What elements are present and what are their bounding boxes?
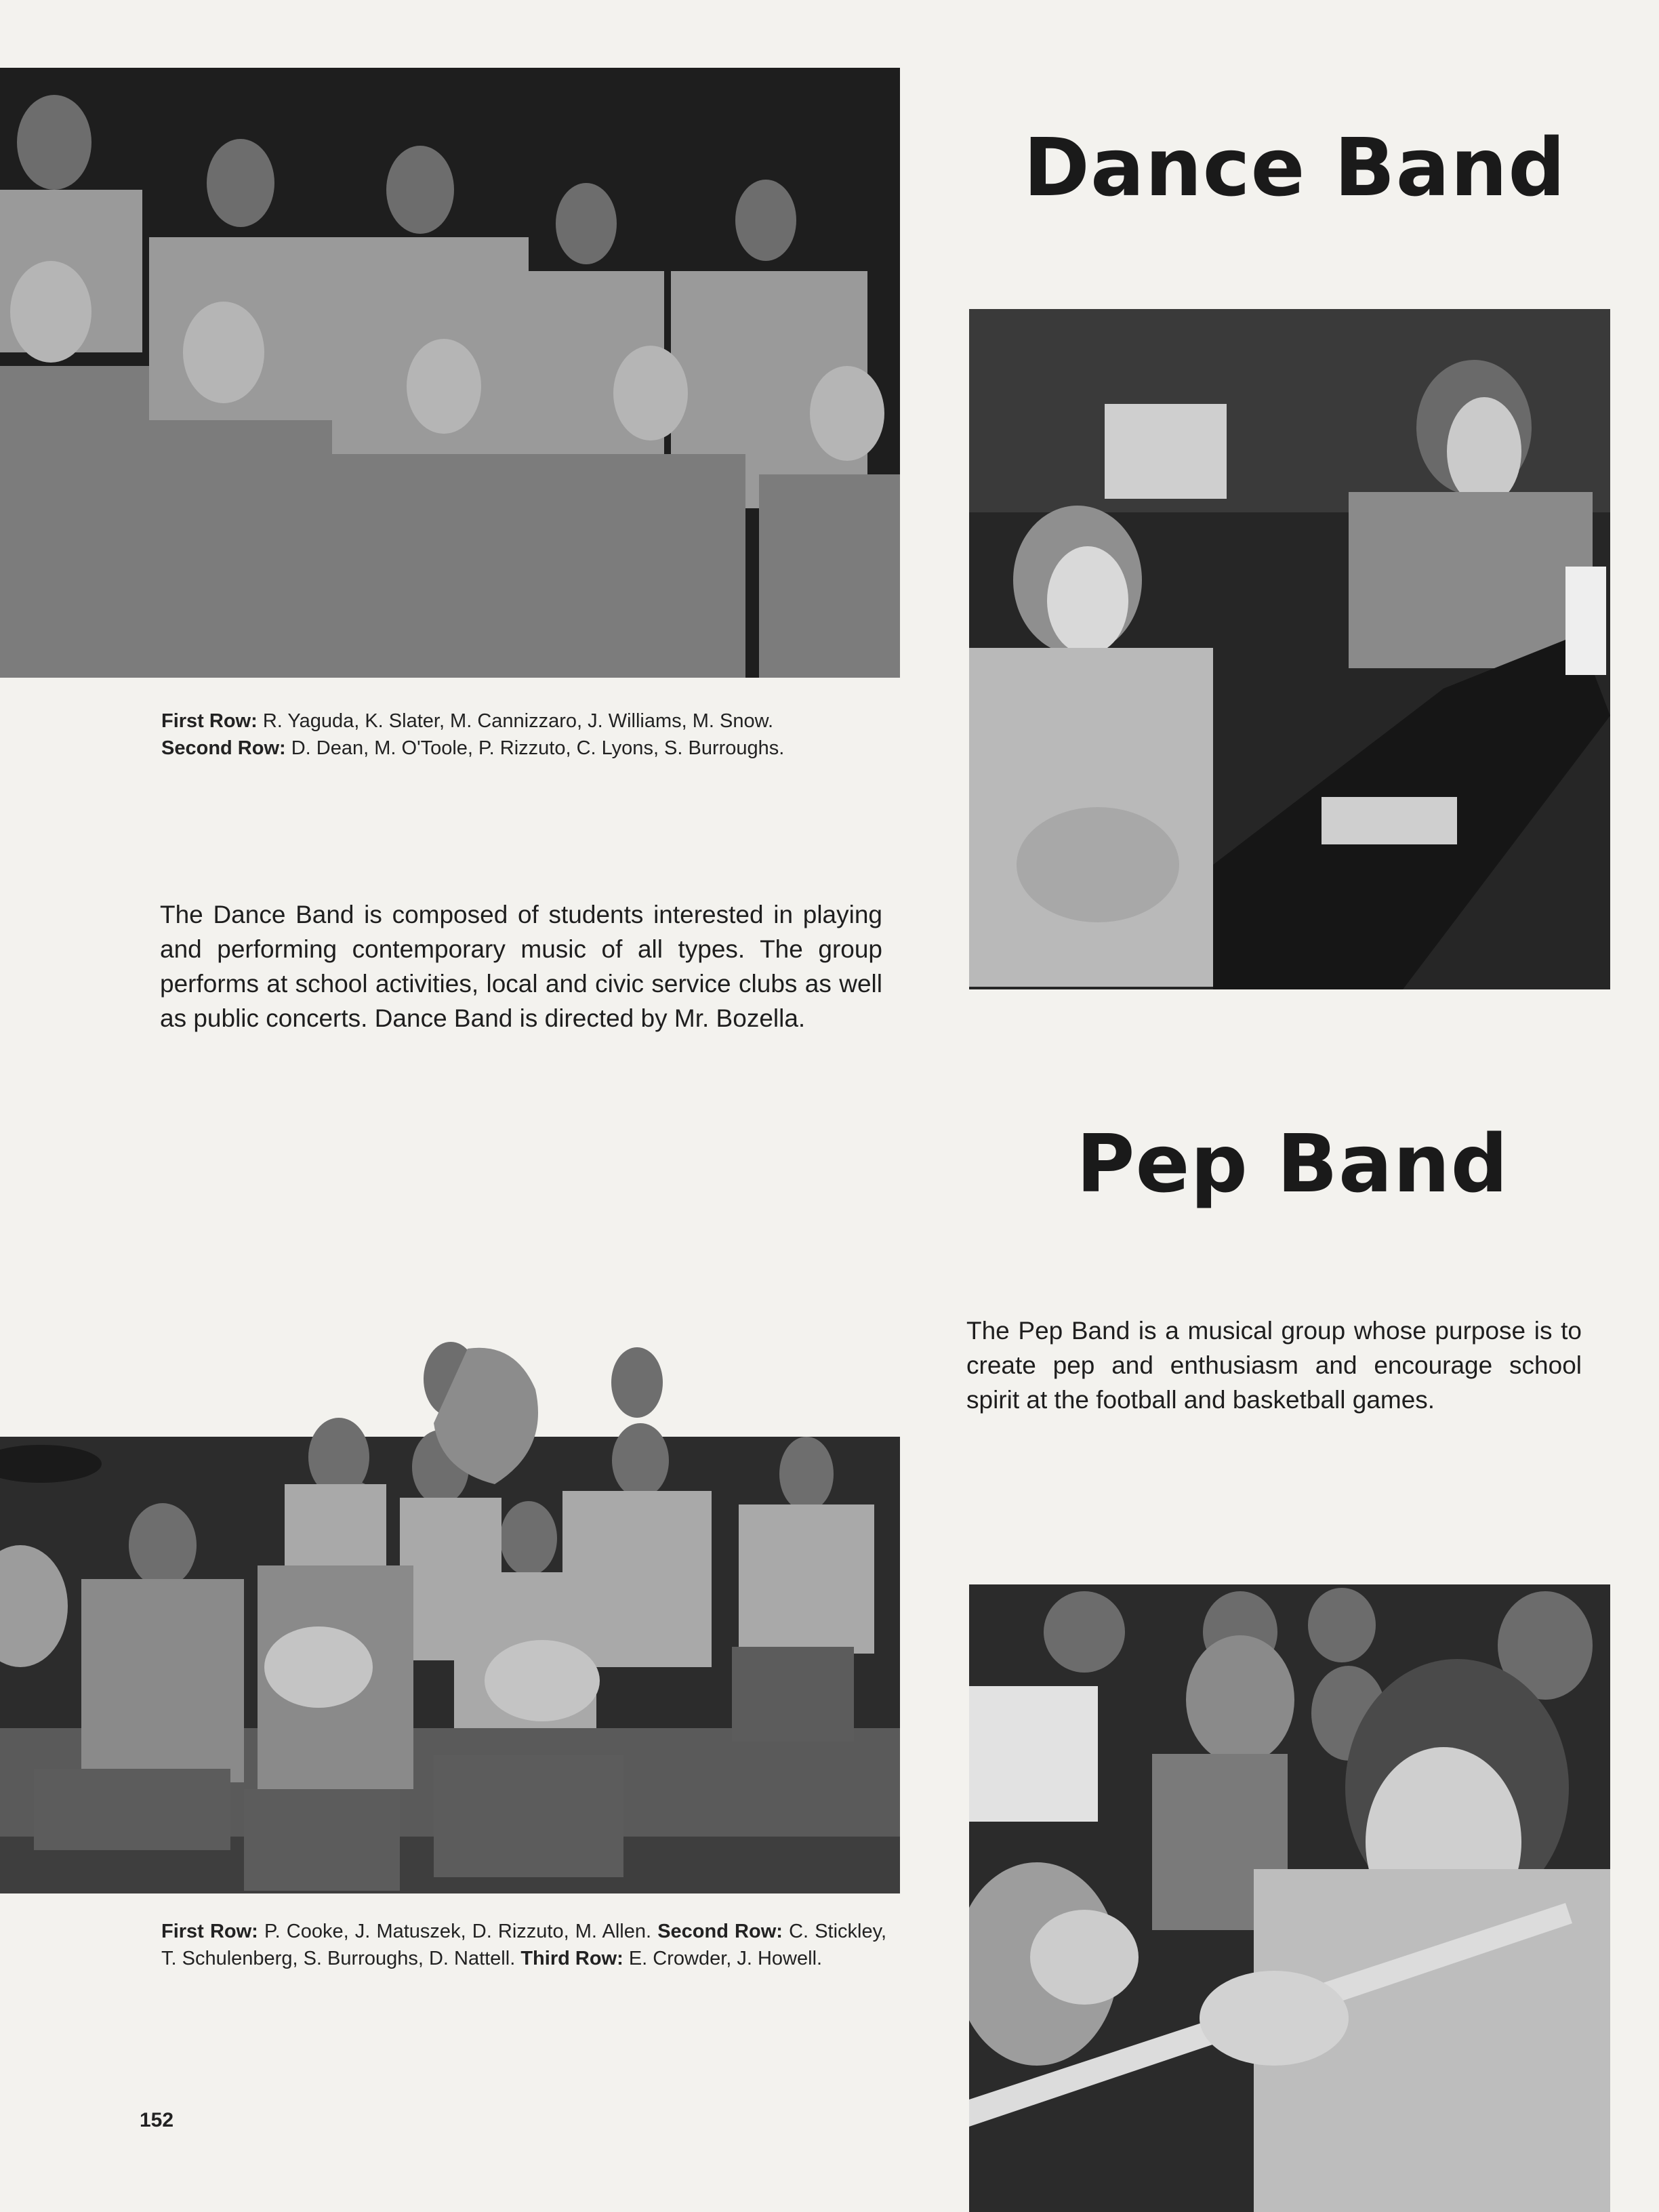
dance-band-group-photo bbox=[0, 68, 900, 678]
caption-first-row-names: P. Cooke, J. Matuszek, D. Rizzuto, M. Allen. bbox=[264, 1921, 652, 1942]
pep-band-action-figures bbox=[969, 1584, 1610, 2212]
caption-second-row-label: Second Row: bbox=[161, 737, 286, 759]
dance-band-action-photo bbox=[969, 309, 1610, 989]
page-number: 152 bbox=[140, 2109, 174, 2131]
dance-band-heading: Dance Band bbox=[1023, 121, 1566, 214]
dance-band-description: The Dance Band is composed of students interested in playing and performing contemporary music of all types. The group performs at school activities, local and civic service clubs as well as public concerts. Dance Band is directed by Mr. Bozella. bbox=[160, 901, 882, 1032]
pep-band-heading: Pep Band bbox=[1076, 1117, 1509, 1210]
caption-first-row-label: First Row: bbox=[161, 1921, 258, 1942]
pep-band-photo-caption bbox=[161, 1918, 886, 1972]
caption-second-row-names: C. Stickley, T. Schulenberg, S. Burroughs, D. Nattell. bbox=[161, 1921, 887, 1969]
pep-band-group-photo bbox=[0, 1322, 900, 1893]
caption-second-row-names: D. Dean, M. O'Toole, P. Rizzuto, C. Lyons, S. Burroughs. bbox=[291, 737, 785, 759]
pep-band-action-photo bbox=[969, 1584, 1610, 2212]
caption-third-row-names: E. Crowder, J. Howell. bbox=[628, 1948, 823, 1969]
caption-third-row-label: Third Row: bbox=[520, 1948, 623, 1969]
caption-first-row-label: First Row: bbox=[161, 710, 258, 732]
pep-band-group-figures bbox=[0, 1322, 900, 1893]
caption-second-row-label: Second Row: bbox=[657, 1921, 783, 1942]
caption-first-row-names: R. Yaguda, K. Slater, M. Cannizzaro, J. Williams, M. Snow. bbox=[262, 710, 774, 732]
dance-band-photo-caption bbox=[161, 708, 886, 762]
dance-band-group-figures bbox=[0, 68, 900, 678]
pep-band-description: The Pep Band is a musical group whose purpose is to create pep and enthusiasm and encourage school spirit at the football and basketball games. bbox=[966, 1317, 1582, 1414]
dance-band-action-figures bbox=[969, 309, 1610, 989]
